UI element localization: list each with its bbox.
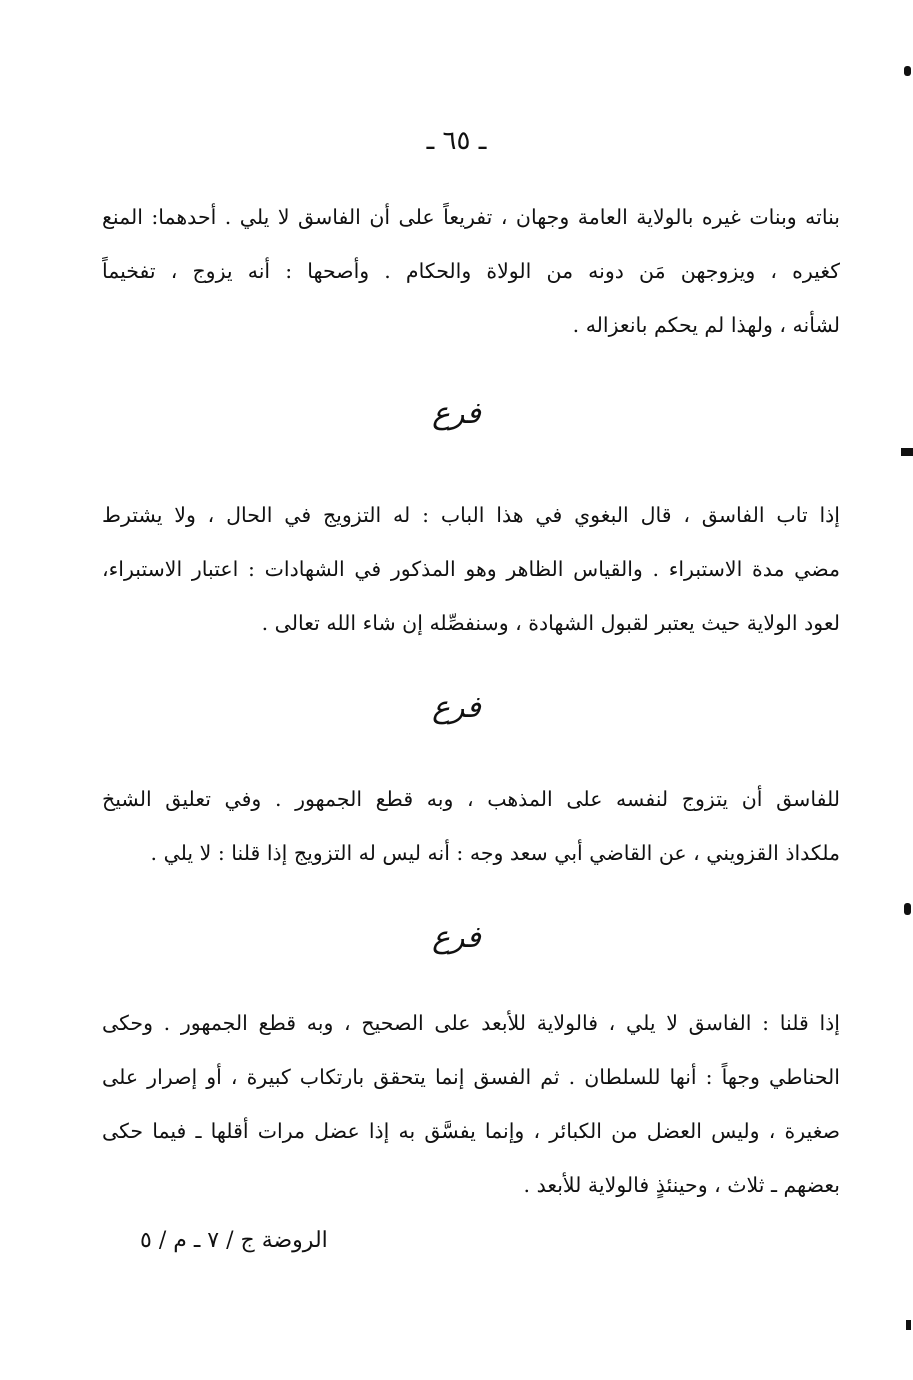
scan-mark <box>904 903 911 915</box>
paragraph-line: لشأنه ، ولهذا لم يحكم بانعزاله . <box>572 313 840 337</box>
paragraph-4 <box>102 996 840 1212</box>
paragraph-line: ملكداذ القزويني ، عن القاضي أبي سعد وجه : أنه ليس له التزويج إذا قلنا : لا يلي . <box>150 841 840 865</box>
paragraph-1 <box>102 190 840 352</box>
paragraph-line: بناته وبنات غيره بالولاية العامة وجهان ، تفريعاً على أن الفاسق لا يلي . أحدهما: المنع <box>102 205 840 229</box>
section-heading: فرع <box>432 690 481 725</box>
footer-signature: الروضة ج / ٧ ـ م / ٥ <box>140 1228 328 1253</box>
paragraph-line: مضي مدة الاستبراء . والقياس الظاهر وهو المذكور في الشهادات : اعتبار الاستبراء، <box>102 557 840 581</box>
paragraph-line: الحناطي وجهاً : أنها للسلطان . ثم الفسق إنما يتحقق بارتكاب كبيرة ، أو إصرار على <box>102 1065 840 1089</box>
paragraph-line: إذا قلنا : الفاسق لا يلي ، فالولاية للأبعد على الصحيح ، وبه قطع الجمهور . وحكى <box>102 1011 840 1035</box>
paragraph-line: صغيرة ، وليس العضل من الكبائر ، وإنما يفسَّق به إذا عضل مرات أقلها ـ فيما حكى <box>102 1119 840 1143</box>
section-heading: فرع <box>432 920 481 955</box>
paragraph-line: كغيره ، ويزوجهن مَن دونه من الولاة والحكام . وأصحها : أنه يزوج ، تفخيماً <box>102 259 840 283</box>
paragraph-line: بعضهم ـ ثلاث ، وحينئذٍ فالولاية للأبعد . <box>523 1173 840 1197</box>
scan-mark <box>904 66 911 76</box>
scan-mark <box>901 448 913 456</box>
paragraph-line: للفاسق أن يتزوج لنفسه على المذهب ، وبه قطع الجمهور . وفي تعليق الشيخ <box>102 787 840 811</box>
paragraph-line: لعود الولاية حيث يعتبر لقبول الشهادة ، وسنفصِّله إن شاء الله تعالى . <box>261 611 840 635</box>
paragraph-3 <box>102 772 840 880</box>
paragraph-2 <box>102 488 840 650</box>
page-number: ـ ٦٥ ـ <box>426 126 487 156</box>
paragraph-line: إذا تاب الفاسق ، قال البغوي في هذا الباب : له التزويج في الحال ، ولا يشترط <box>102 503 840 527</box>
section-heading: فرع <box>432 396 481 431</box>
scan-mark <box>906 1320 911 1330</box>
